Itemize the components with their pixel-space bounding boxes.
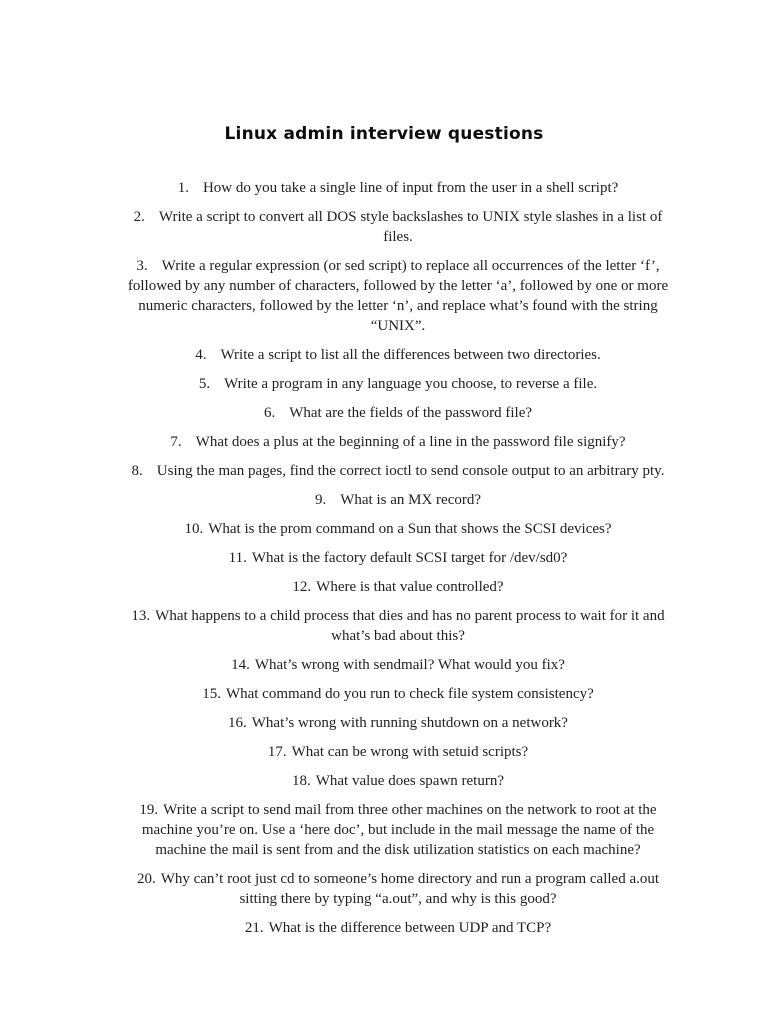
question-number: 20. — [136, 871, 156, 887]
question-item — [122, 713, 674, 733]
question-number: 18. — [291, 773, 311, 789]
question-number: 8. — [131, 463, 143, 479]
question-item — [122, 684, 674, 704]
question-text: How do you take a single line of input from the user in a shell script? — [202, 180, 619, 196]
question-item — [122, 256, 674, 336]
question-text: What’s wrong with sendmail? What would you fix? — [254, 657, 565, 673]
question-number: 4. — [195, 347, 207, 363]
question-number: 21. — [244, 920, 264, 936]
question-number: 3. — [136, 258, 148, 274]
question-number: 1. — [177, 180, 189, 196]
question-text: Write a regular expression (or sed script) to replace all occurrences of the letter ‘f’, followed by any number of characters, followed by the letter ‘a’, followed by one or more numeric characters, followed by the letter ‘n’, and replace what’s found with the string “UNIX”. — [127, 258, 669, 334]
question-text: Write a script to send mail from three other machines on the network to root at the machine you’re on. Use a ‘here doc’, but include in the mail message the name of the machine the mail is sent from and the disk utilization statistics on each machine? — [141, 802, 657, 858]
question-text: Write a script to list all the differences between two directories. — [220, 347, 601, 363]
question-text: Write a program in any language you choose, to reverse a file. — [224, 376, 598, 392]
question-item — [122, 519, 674, 539]
question-item — [122, 432, 674, 452]
question-text: What is the factory default SCSI target for /dev/sd0? — [251, 550, 568, 566]
question-text: Where is that value controlled? — [316, 579, 504, 595]
question-number: 13. — [131, 608, 151, 624]
question-text: What is an MX record? — [340, 492, 482, 508]
question-number: 11. — [228, 550, 247, 566]
question-number: 6. — [263, 405, 276, 421]
question-text: Write a script to convert all DOS style backslashes to UNIX style slashes in a list of files. — [158, 209, 663, 245]
question-item — [122, 577, 674, 597]
question-text: What are the fields of the password file? — [289, 405, 533, 421]
question-list — [122, 178, 674, 938]
question-text: What’s wrong with running shutdown on a network? — [251, 715, 568, 731]
question-number: 7. — [170, 434, 182, 450]
question-text: What command do you run to check file system consistency? — [225, 686, 594, 702]
question-number: 19. — [139, 802, 159, 818]
question-number: 15. — [202, 686, 221, 702]
question-text: Using the man pages, find the correct ioctl to send console output to an arbitrary pty. — [156, 463, 665, 479]
question-item — [122, 655, 674, 675]
question-text: What can be wrong with setuid scripts? — [291, 744, 529, 760]
question-item — [122, 742, 674, 762]
question-item — [122, 178, 674, 198]
question-number: 16. — [228, 715, 247, 731]
question-item — [122, 606, 674, 646]
question-item — [122, 869, 674, 909]
question-number: 2. — [133, 209, 145, 225]
question-item — [122, 800, 674, 860]
question-item — [122, 548, 674, 568]
question-item — [122, 771, 674, 791]
question-text: What value does spawn return? — [315, 773, 504, 789]
page-title: Linux admin interview questions — [224, 124, 544, 144]
question-item — [122, 345, 674, 365]
question-number: 10. — [184, 521, 204, 537]
question-item — [122, 374, 674, 394]
question-text: What does a plus at the beginning of a line in the password file signify? — [195, 434, 626, 450]
question-item — [122, 403, 674, 423]
question-item — [122, 461, 674, 481]
question-number: 14. — [231, 657, 250, 673]
question-text: What is the difference between UDP and TCP? — [268, 920, 552, 936]
question-number: 17. — [267, 744, 287, 760]
question-number: 9. — [314, 492, 327, 508]
question-item — [122, 207, 674, 247]
question-item — [122, 918, 674, 938]
question-text: Why can’t root just cd to someone’s home directory and run a program called a.out sitting there by typing “a.out”, and why is this good? — [160, 871, 660, 907]
question-number: 5. — [198, 376, 211, 392]
question-text: What is the prom command on a Sun that shows the SCSI devices? — [208, 521, 612, 537]
question-text: What happens to a child process that dies and has no parent process to wait for it and what’s bad about this? — [155, 608, 665, 644]
question-number: 12. — [292, 579, 312, 595]
question-item — [122, 490, 674, 510]
